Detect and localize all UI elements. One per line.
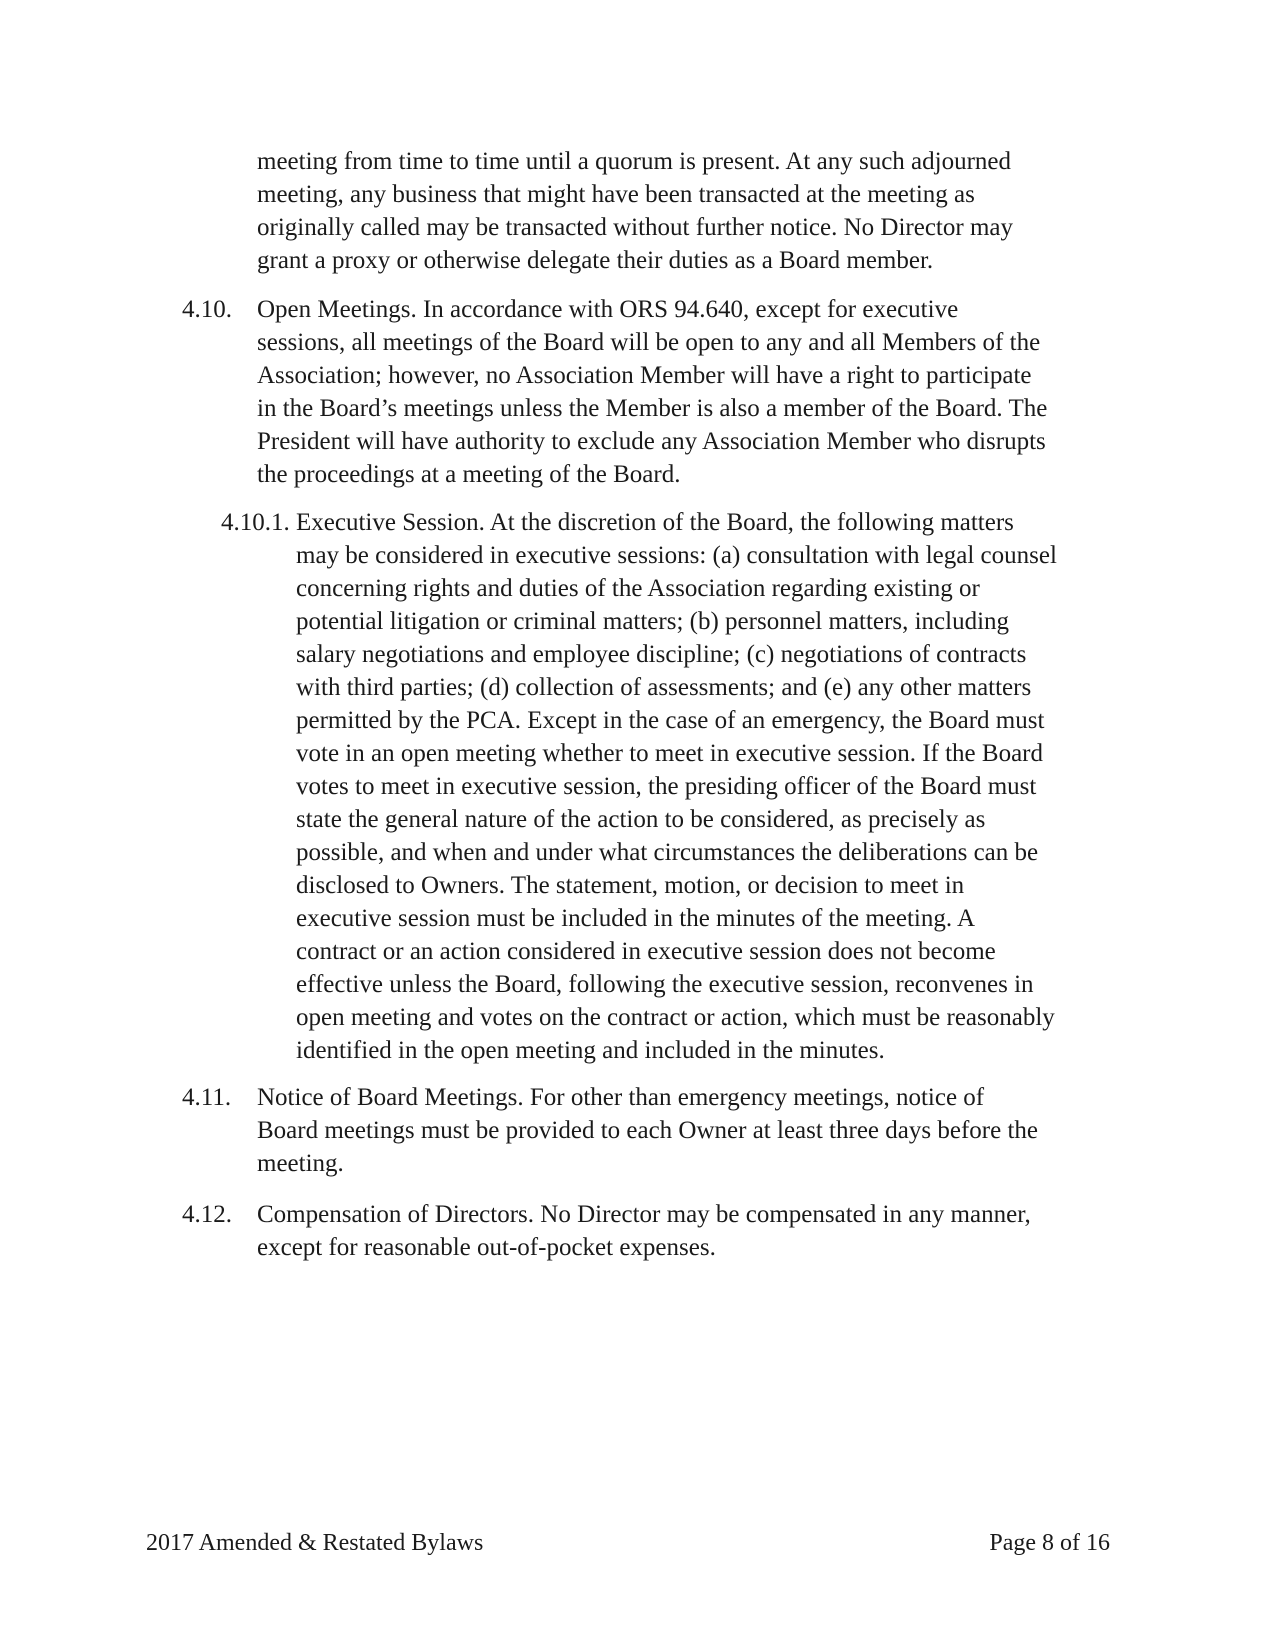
section-4-12-compensation-of-directors [257,1198,1031,1264]
text-line: may be considered in executive sessions: (a) consultation with legal counsel [296,542,1057,569]
text-line: vote in an open meeting whether to meet in executive session. If the Board [296,740,1043,767]
section-number-4-10-1: 4.10.1. [221,509,290,536]
text-line: state the general nature of the action to be considered, as precisely as [296,806,986,833]
text-line: in the Board’s meetings unless the Member is also a member of the Board. The [257,395,1048,422]
text-line: disclosed to Owners. The statement, motion, or decision to meet in [296,872,965,899]
text-line: concerning rights and duties of the Association regarding existing or [296,575,980,602]
text-line: effective unless the Board, following the executive session, reconvenes in [296,971,1034,998]
footer-page-number: Page 8 of 16 [989,1530,1110,1556]
text-line: the proceedings at a meeting of the Board. [257,461,681,488]
text-line: contract or an action considered in executive session does not become [296,938,996,965]
text-line: sessions, all meetings of the Board will be open to any and all Members of the [257,329,1041,356]
text-line: originally called may be transacted without further notice. No Director may [257,214,1013,241]
section-number-4-12: 4.12. [182,1201,232,1228]
section-number-4-11: 4.11. [182,1084,232,1111]
text-line: Open Meetings. In accordance with ORS 94.640, except for executive [257,296,959,323]
text-line: potential litigation or criminal matters; (b) personnel matters, including [296,608,1010,635]
text-line: salary negotiations and employee discipline; (c) negotiations of contracts [296,641,1027,668]
text-line: meeting, any business that might have been transacted at the meeting as [257,181,975,208]
section-4-10-open-meetings [257,293,1047,491]
text-line: with third parties; (d) collection of assessments; and (e) any other matters [296,674,1032,701]
text-line: President will have authority to exclude any Association Member who disrupts [257,428,1046,455]
section-4-11-notice-of-board-meetings [257,1081,1038,1180]
text-line: Association; however, no Association Member will have a right to participate [257,362,1032,389]
text-line: Notice of Board Meetings. For other than emergency meetings, notice of [257,1084,985,1111]
text-line: open meeting and votes on the contract or action, which must be reasonably [296,1004,1055,1031]
text-line: votes to meet in executive session, the presiding officer of the Board must [296,773,1037,800]
text-line: meeting from time to time until a quorum is present. At any such adjourned [257,148,1012,175]
text-line: grant a proxy or otherwise delegate their duties as a Board member. [257,247,934,274]
text-line: Board meetings must be provided to each Owner at least three days before the [257,1117,1038,1144]
section-4-10-1-executive-session [296,506,1057,1067]
text-line: permitted by the PCA. Except in the case of an emergency, the Board must [296,707,1045,734]
text-line: identified in the open meeting and included in the minutes. [296,1037,885,1064]
text-line: possible, and when and under what circumstances the deliberations can be [296,839,1039,866]
text-line: Compensation of Directors. No Director may be compensated in any manner, [257,1201,1031,1228]
footer-document-title: 2017 Amended & Restated Bylaws [146,1530,484,1556]
text-line: meeting. [257,1150,344,1177]
continuation-paragraph [257,145,1013,277]
text-line: except for reasonable out-of-pocket expenses. [257,1234,716,1261]
text-line: executive session must be included in the minutes of the meeting. A [296,905,976,932]
text-line: Executive Session. At the discretion of the Board, the following matters [296,509,1014,536]
section-number-4-10: 4.10. [182,296,232,323]
